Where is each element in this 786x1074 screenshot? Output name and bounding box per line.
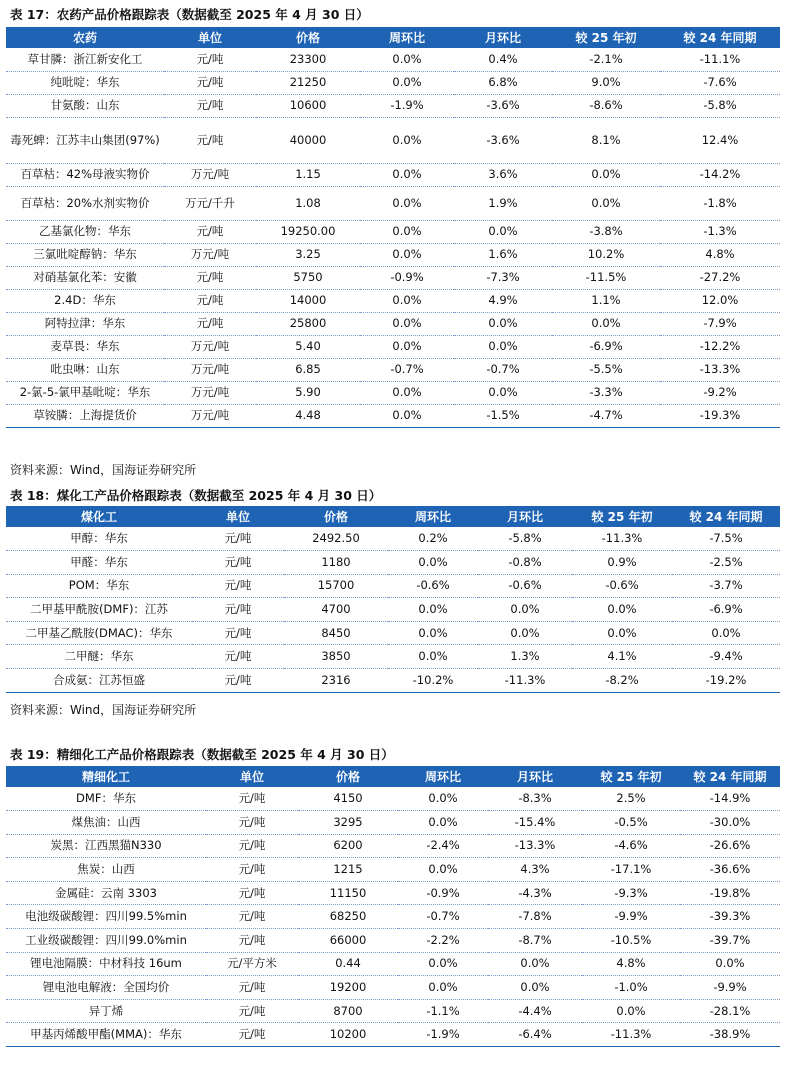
table-row: [6, 404, 780, 427]
value-cell: -0.8%: [478, 551, 572, 575]
value-cell: -14.2%: [660, 163, 780, 186]
value-cell: -2.1%: [552, 48, 660, 71]
value-cell: 元/吨: [206, 858, 298, 882]
value-cell: 68250: [298, 905, 398, 929]
column-header: 煤化工: [80, 510, 117, 524]
value-cell: -11.1%: [660, 48, 780, 71]
table-row: [6, 289, 780, 312]
table-row: [6, 94, 780, 117]
table-header-row: [6, 27, 780, 48]
value-cell: -17.1%: [582, 858, 680, 882]
table17-caption: 表 17：农药产品价格跟踪表（数据截至 2025 年 4 月 30 日）: [10, 7, 369, 22]
value-cell: 4.48: [256, 404, 360, 427]
product-name-cell: 麦草畏：华东: [6, 335, 164, 358]
value-cell: -9.9%: [680, 976, 780, 1000]
column-header: 价格: [335, 770, 360, 784]
table-row: [6, 186, 780, 220]
value-cell: 10600: [256, 94, 360, 117]
column-header: 较 24 年同期: [689, 510, 763, 524]
value-cell: -3.6%: [454, 94, 552, 117]
product-name-cell: 二甲基乙酰胺(DMAC)：华东: [6, 621, 192, 645]
product-name-cell: 对硝基氯化苯：安徽: [6, 266, 164, 289]
value-cell: 25800: [256, 312, 360, 335]
value-cell: 0.0%: [454, 381, 552, 404]
value-cell: 3850: [284, 645, 388, 669]
table-row: [6, 976, 780, 1000]
value-cell: 0.0%: [360, 71, 454, 94]
value-cell: -0.9%: [398, 881, 488, 905]
column-header: 月环比: [484, 31, 521, 45]
value-cell: -7.6%: [660, 71, 780, 94]
value-cell: 万元/吨: [164, 243, 256, 266]
value-cell: -5.8%: [660, 94, 780, 117]
value-cell: 元/吨: [206, 929, 298, 953]
value-cell: -13.3%: [488, 834, 582, 858]
value-cell: 40000: [256, 117, 360, 163]
value-cell: -4.6%: [582, 834, 680, 858]
product-name-cell: 百草枯：20%水剂实物价: [6, 186, 164, 220]
value-cell: -6.4%: [488, 1023, 582, 1047]
product-name-cell: 二甲基甲酰胺(DMF)：江苏: [6, 598, 192, 622]
value-cell: 万元/千升: [164, 186, 256, 220]
value-cell: -0.7%: [398, 905, 488, 929]
value-cell: 0.0%: [680, 952, 780, 976]
value-cell: 14000: [256, 289, 360, 312]
table-row: [6, 220, 780, 243]
column-header: 单位: [197, 31, 222, 45]
agrochemical-price-table: [6, 27, 780, 428]
value-cell: -4.7%: [552, 404, 660, 427]
table-row: [6, 905, 780, 929]
product-name-cell: 工业级碳酸锂：四川99.0%min: [6, 929, 206, 953]
value-cell: 21250: [256, 71, 360, 94]
value-cell: -8.7%: [488, 929, 582, 953]
value-cell: 0.0%: [388, 645, 478, 669]
value-cell: -6.9%: [552, 335, 660, 358]
value-cell: 9.0%: [552, 71, 660, 94]
value-cell: -26.6%: [680, 834, 780, 858]
value-cell: -9.3%: [582, 881, 680, 905]
value-cell: -2.2%: [398, 929, 488, 953]
value-cell: -10.2%: [388, 669, 478, 693]
value-cell: -8.3%: [488, 787, 582, 811]
value-cell: 元/吨: [206, 787, 298, 811]
value-cell: -4.4%: [488, 999, 582, 1023]
value-cell: -1.9%: [398, 1023, 488, 1047]
table-row: [6, 834, 780, 858]
value-cell: 元/吨: [164, 220, 256, 243]
value-cell: -7.5%: [672, 527, 780, 551]
table-row: [6, 551, 780, 575]
value-cell: 0.0%: [454, 312, 552, 335]
value-cell: -15.4%: [488, 811, 582, 835]
value-cell: -2.4%: [398, 834, 488, 858]
value-cell: 0.0%: [360, 404, 454, 427]
table18-caption: 表 18：煤化工产品价格跟踪表（数据截至 2025 年 4 月 30 日）: [10, 488, 382, 503]
value-cell: 5.90: [256, 381, 360, 404]
value-cell: -11.3%: [478, 669, 572, 693]
value-cell: 元/吨: [206, 999, 298, 1023]
column-header: 月环比: [516, 770, 553, 784]
product-name-cell: 合成氨：江苏恒盛: [6, 669, 192, 693]
value-cell: 11150: [298, 881, 398, 905]
value-cell: -7.9%: [660, 312, 780, 335]
product-name-cell: 锂电池隔膜：中材科技 16um: [6, 952, 206, 976]
value-cell: 0.9%: [572, 551, 672, 575]
column-header: 较 24 年同期: [683, 31, 757, 45]
value-cell: -9.2%: [660, 381, 780, 404]
value-cell: 0.0%: [360, 117, 454, 163]
product-name-cell: 锂电池电解液：全国均价: [6, 976, 206, 1000]
table-row: [6, 527, 780, 551]
value-cell: 0.0%: [478, 598, 572, 622]
value-cell: 0.0%: [454, 220, 552, 243]
table-row: [6, 243, 780, 266]
value-cell: 元/吨: [192, 527, 284, 551]
table-row: [6, 858, 780, 882]
table-row: [6, 621, 780, 645]
value-cell: 元/吨: [206, 881, 298, 905]
value-cell: 元/吨: [206, 1023, 298, 1047]
value-cell: 0.0%: [360, 289, 454, 312]
value-cell: 23300: [256, 48, 360, 71]
value-cell: 元/吨: [192, 598, 284, 622]
value-cell: -27.2%: [660, 266, 780, 289]
table19-caption: 表 19：精细化工产品价格跟踪表（数据截至 2025 年 4 月 30 日）: [10, 747, 394, 762]
fine-chemical-price-table: [6, 766, 780, 1047]
table-header-row: [6, 506, 780, 527]
value-cell: 万元/吨: [164, 404, 256, 427]
product-name-cell: 草甘膦：浙江新安化工: [6, 48, 164, 71]
table-row: [6, 71, 780, 94]
value-cell: -30.0%: [680, 811, 780, 835]
value-cell: 0.0%: [552, 312, 660, 335]
value-cell: 0.0%: [398, 787, 488, 811]
table-row: [6, 163, 780, 186]
value-cell: -1.5%: [454, 404, 552, 427]
value-cell: 4700: [284, 598, 388, 622]
column-header: 农药: [72, 31, 97, 45]
table17-source: 资料来源：Wind，国海证券研究所: [10, 463, 197, 477]
value-cell: 3.25: [256, 243, 360, 266]
table-row: [6, 811, 780, 835]
value-cell: 0.0%: [398, 952, 488, 976]
value-cell: -9.9%: [582, 905, 680, 929]
table-row: [6, 335, 780, 358]
value-cell: 元/平方米: [206, 952, 298, 976]
product-name-cell: DMF：华东: [6, 787, 206, 811]
column-header: 单位: [225, 510, 250, 524]
product-name-cell: POM：华东: [6, 574, 192, 598]
table18-source: 资料来源：Wind，国海证券研究所: [10, 703, 197, 717]
product-name-cell: 2.4D：华东: [6, 289, 164, 312]
value-cell: 1.1%: [552, 289, 660, 312]
table-row: [6, 645, 780, 669]
value-cell: 4.9%: [454, 289, 552, 312]
value-cell: 0.0%: [672, 621, 780, 645]
value-cell: -7.3%: [454, 266, 552, 289]
product-name-cell: 甲醇：华东: [6, 527, 192, 551]
column-header: 较 25 年初: [575, 31, 637, 45]
product-name-cell: 电池级碳酸锂：四川99.5%min: [6, 905, 206, 929]
value-cell: 元/吨: [192, 574, 284, 598]
value-cell: 0.0%: [572, 621, 672, 645]
product-name-cell: 甲醛：华东: [6, 551, 192, 575]
value-cell: -0.6%: [572, 574, 672, 598]
value-cell: -11.3%: [572, 527, 672, 551]
value-cell: 0.0%: [388, 621, 478, 645]
product-name-cell: 金属硅：云南 3303: [6, 881, 206, 905]
value-cell: 0.0%: [454, 335, 552, 358]
column-header: 月环比: [506, 510, 543, 524]
value-cell: 0.0%: [360, 243, 454, 266]
value-cell: 4150: [298, 787, 398, 811]
value-cell: 元/吨: [164, 312, 256, 335]
value-cell: 3.6%: [454, 163, 552, 186]
column-header: 周环比: [414, 510, 451, 524]
table-row: [6, 48, 780, 71]
value-cell: 万元/吨: [164, 163, 256, 186]
product-name-cell: 甘氨酸：山东: [6, 94, 164, 117]
value-cell: 万元/吨: [164, 358, 256, 381]
product-name-cell: 乙基氯化物：华东: [6, 220, 164, 243]
value-cell: 4.8%: [660, 243, 780, 266]
value-cell: 0.0%: [360, 335, 454, 358]
value-cell: 8450: [284, 621, 388, 645]
value-cell: 6.8%: [454, 71, 552, 94]
value-cell: 1.9%: [454, 186, 552, 220]
value-cell: 元/吨: [206, 834, 298, 858]
value-cell: 66000: [298, 929, 398, 953]
value-cell: 2.5%: [582, 787, 680, 811]
coal-chemical-price-table: [6, 506, 780, 693]
product-name-cell: 甲基丙烯酸甲酯(MMA)：华东: [6, 1023, 206, 1047]
value-cell: -39.3%: [680, 905, 780, 929]
value-cell: 万元/吨: [164, 335, 256, 358]
value-cell: 元/吨: [164, 266, 256, 289]
value-cell: -5.5%: [552, 358, 660, 381]
column-header: 周环比: [388, 31, 425, 45]
value-cell: 0.0%: [360, 220, 454, 243]
value-cell: 0.0%: [398, 976, 488, 1000]
value-cell: 0.0%: [552, 186, 660, 220]
value-cell: -39.7%: [680, 929, 780, 953]
value-cell: 0.2%: [388, 527, 478, 551]
value-cell: -0.6%: [478, 574, 572, 598]
value-cell: 元/吨: [192, 551, 284, 575]
value-cell: -19.3%: [660, 404, 780, 427]
value-cell: 2316: [284, 669, 388, 693]
table-row: [6, 574, 780, 598]
value-cell: 0.0%: [582, 999, 680, 1023]
value-cell: 10200: [298, 1023, 398, 1047]
table-row: [6, 381, 780, 404]
value-cell: 元/吨: [192, 621, 284, 645]
value-cell: -0.6%: [388, 574, 478, 598]
value-cell: -14.9%: [680, 787, 780, 811]
value-cell: 元/吨: [164, 94, 256, 117]
table-row: [6, 952, 780, 976]
value-cell: -8.6%: [552, 94, 660, 117]
value-cell: 元/吨: [206, 811, 298, 835]
value-cell: -1.3%: [660, 220, 780, 243]
table-row: [6, 117, 780, 163]
value-cell: 0.0%: [488, 952, 582, 976]
value-cell: -13.3%: [660, 358, 780, 381]
table-row: [6, 929, 780, 953]
table-row: [6, 999, 780, 1023]
product-name-cell: 草铵膦：上海提货价: [6, 404, 164, 427]
value-cell: 3295: [298, 811, 398, 835]
value-cell: 1180: [284, 551, 388, 575]
value-cell: -1.8%: [660, 186, 780, 220]
value-cell: -2.5%: [672, 551, 780, 575]
column-header: 较 25 年初: [600, 770, 662, 784]
table-row: [6, 312, 780, 335]
value-cell: 4.1%: [572, 645, 672, 669]
value-cell: 6.85: [256, 358, 360, 381]
product-name-cell: 毒死蜱：江苏丰山集团(97%): [6, 117, 164, 163]
value-cell: 0.0%: [360, 48, 454, 71]
value-cell: -7.8%: [488, 905, 582, 929]
value-cell: -0.7%: [360, 358, 454, 381]
value-cell: -8.2%: [572, 669, 672, 693]
product-name-cell: 异丁烯: [6, 999, 206, 1023]
product-name-cell: 百草枯：42%母液实物价: [6, 163, 164, 186]
value-cell: -38.9%: [680, 1023, 780, 1047]
value-cell: -11.3%: [582, 1023, 680, 1047]
value-cell: 8700: [298, 999, 398, 1023]
value-cell: -3.3%: [552, 381, 660, 404]
value-cell: 1215: [298, 858, 398, 882]
value-cell: 0.0%: [360, 312, 454, 335]
value-cell: 8.1%: [552, 117, 660, 163]
value-cell: 15700: [284, 574, 388, 598]
column-header: 价格: [323, 510, 348, 524]
product-name-cell: 吡虫啉：山东: [6, 358, 164, 381]
value-cell: -9.4%: [672, 645, 780, 669]
value-cell: 元/吨: [164, 71, 256, 94]
value-cell: 4.8%: [582, 952, 680, 976]
product-name-cell: 三氯吡啶醇钠：华东: [6, 243, 164, 266]
value-cell: 万元/吨: [164, 381, 256, 404]
value-cell: 10.2%: [552, 243, 660, 266]
value-cell: 0.0%: [388, 551, 478, 575]
value-cell: 1.08: [256, 186, 360, 220]
value-cell: 0.0%: [360, 381, 454, 404]
value-cell: 0.44: [298, 952, 398, 976]
value-cell: -1.1%: [398, 999, 488, 1023]
value-cell: -3.7%: [672, 574, 780, 598]
product-name-cell: 焦炭：山西: [6, 858, 206, 882]
table-row: [6, 787, 780, 811]
value-cell: 5.40: [256, 335, 360, 358]
value-cell: 19200: [298, 976, 398, 1000]
value-cell: -11.5%: [552, 266, 660, 289]
value-cell: -0.5%: [582, 811, 680, 835]
value-cell: 元/吨: [192, 645, 284, 669]
table-row: [6, 598, 780, 622]
value-cell: 1.3%: [478, 645, 572, 669]
value-cell: 0.0%: [360, 186, 454, 220]
value-cell: -0.9%: [360, 266, 454, 289]
product-name-cell: 阿特拉津：华东: [6, 312, 164, 335]
value-cell: -0.7%: [454, 358, 552, 381]
value-cell: 元/吨: [164, 48, 256, 71]
product-name-cell: 2-氯-5-氯甲基吡啶：华东: [6, 381, 164, 404]
value-cell: 12.4%: [660, 117, 780, 163]
value-cell: 0.0%: [360, 163, 454, 186]
value-cell: -12.2%: [660, 335, 780, 358]
value-cell: 19250.00: [256, 220, 360, 243]
value-cell: -19.2%: [672, 669, 780, 693]
value-cell: -10.5%: [582, 929, 680, 953]
column-header: 精细化工: [81, 770, 130, 784]
table-header-row: [6, 766, 780, 787]
value-cell: 0.0%: [398, 811, 488, 835]
value-cell: 5750: [256, 266, 360, 289]
value-cell: -28.1%: [680, 999, 780, 1023]
column-header: 价格: [295, 31, 320, 45]
value-cell: -3.8%: [552, 220, 660, 243]
product-name-cell: 煤焦油：山西: [6, 811, 206, 835]
value-cell: 0.4%: [454, 48, 552, 71]
value-cell: 0.0%: [398, 858, 488, 882]
table-row: [6, 881, 780, 905]
value-cell: 元/吨: [164, 289, 256, 312]
value-cell: -36.6%: [680, 858, 780, 882]
value-cell: 12.0%: [660, 289, 780, 312]
value-cell: 元/吨: [192, 669, 284, 693]
value-cell: 0.0%: [478, 621, 572, 645]
value-cell: 4.3%: [488, 858, 582, 882]
product-name-cell: 纯吡啶：华东: [6, 71, 164, 94]
value-cell: 元/吨: [164, 117, 256, 163]
table-row: [6, 266, 780, 289]
value-cell: 1.6%: [454, 243, 552, 266]
column-header: 单位: [239, 770, 264, 784]
table-row: [6, 1023, 780, 1047]
value-cell: 0.0%: [388, 598, 478, 622]
value-cell: 元/吨: [206, 905, 298, 929]
value-cell: 2492.50: [284, 527, 388, 551]
value-cell: 0.0%: [552, 163, 660, 186]
column-header: 较 24 年同期: [693, 770, 767, 784]
value-cell: 6200: [298, 834, 398, 858]
column-header: 周环比: [424, 770, 461, 784]
value-cell: 元/吨: [206, 976, 298, 1000]
product-name-cell: 炭黑：江西黑猫N330: [6, 834, 206, 858]
value-cell: -4.3%: [488, 881, 582, 905]
value-cell: -1.0%: [582, 976, 680, 1000]
value-cell: -5.8%: [478, 527, 572, 551]
value-cell: -1.9%: [360, 94, 454, 117]
value-cell: 0.0%: [488, 976, 582, 1000]
column-header: 较 25 年初: [591, 510, 653, 524]
product-name-cell: 二甲醚：华东: [6, 645, 192, 669]
value-cell: 0.0%: [572, 598, 672, 622]
table-row: [6, 669, 780, 693]
table-row: [6, 358, 780, 381]
value-cell: -6.9%: [672, 598, 780, 622]
value-cell: 1.15: [256, 163, 360, 186]
value-cell: -19.8%: [680, 881, 780, 905]
value-cell: -3.6%: [454, 117, 552, 163]
